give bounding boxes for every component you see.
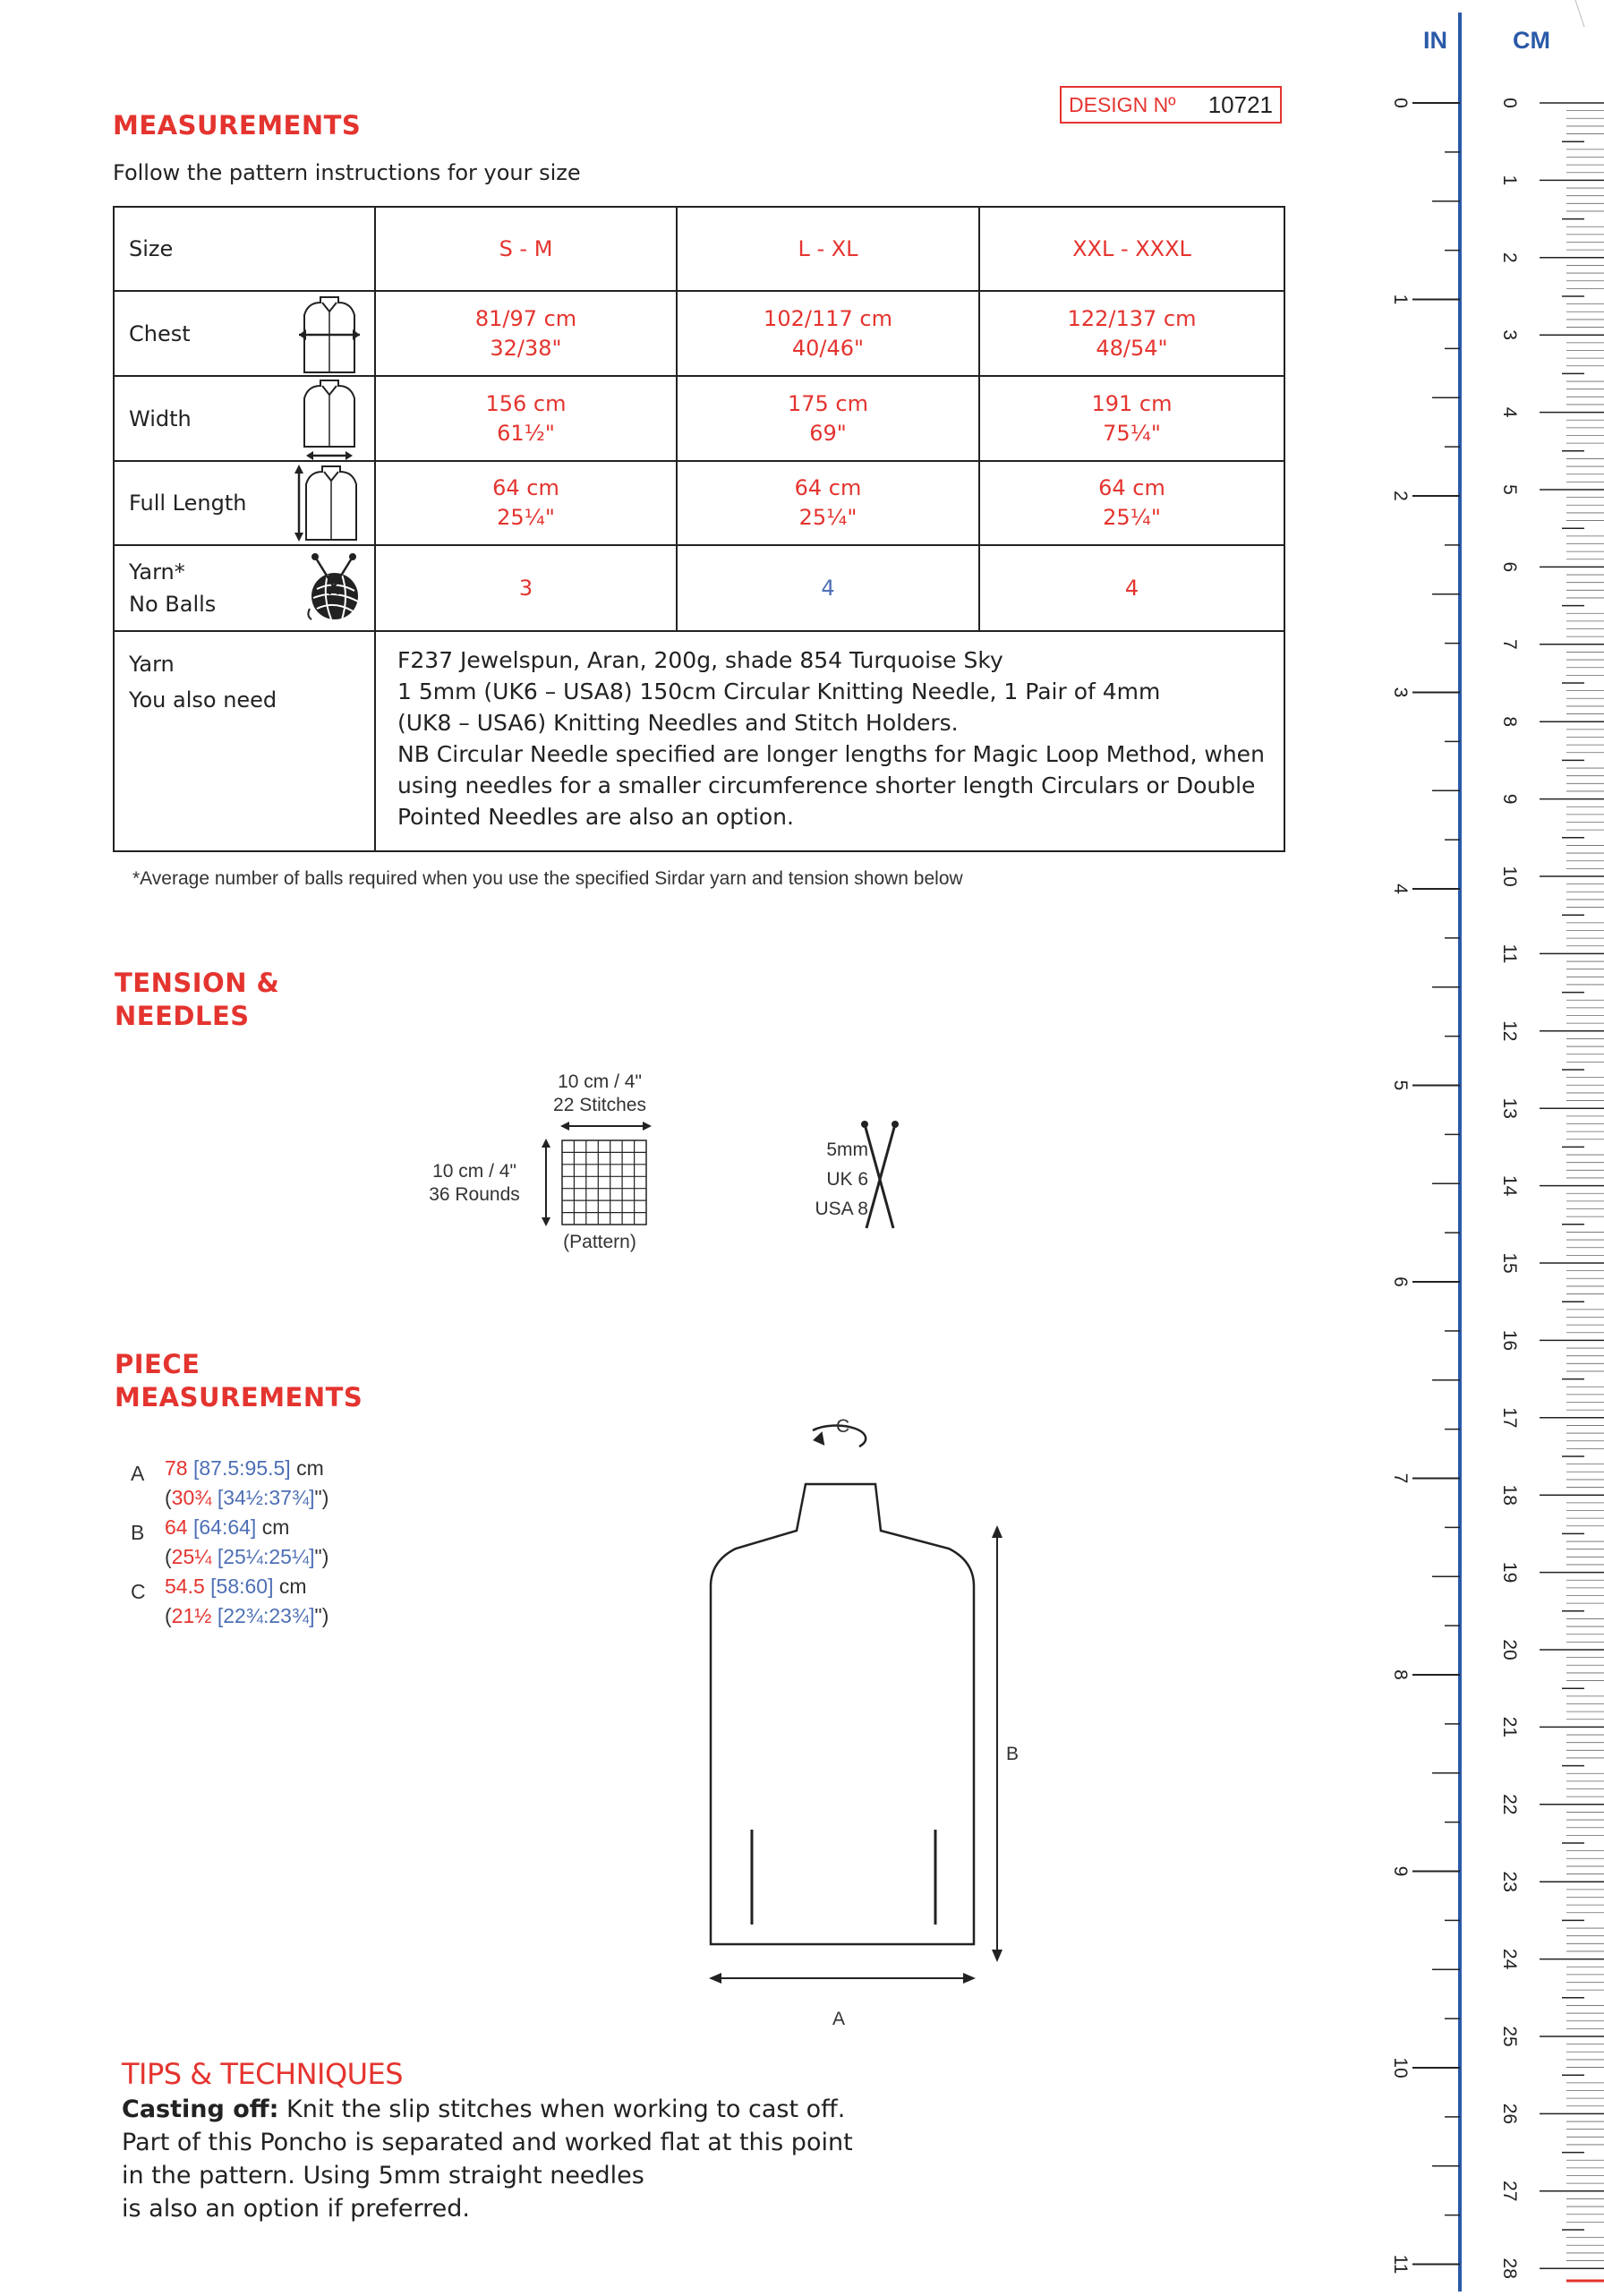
width-xxl-in: 75¼": [1103, 420, 1161, 446]
tips-heading: TIPS & TECHNIQUES: [122, 2057, 404, 2091]
measurements-subtitle: Follow the pattern instructions for your size: [113, 160, 581, 185]
table-row: [114, 376, 1284, 461]
yarn-info-row: [114, 631, 1284, 851]
chest-xxl-in: 48/54": [1096, 335, 1168, 361]
balls-l-xl: 4: [677, 545, 979, 631]
ruler-graphic: [1343, 0, 1604, 2292]
design-number-box: [1060, 86, 1282, 124]
inch-number: 4: [1390, 883, 1411, 894]
cm-number: 24: [1499, 1948, 1520, 1970]
cm-number: 10: [1499, 866, 1520, 887]
cm-number: 16: [1499, 1329, 1520, 1352]
width-s-m-in: 61½": [497, 420, 555, 446]
legend-b-close: "): [314, 1545, 329, 1568]
needle-mm: 5mm: [826, 1139, 868, 1160]
list-item: [131, 1454, 328, 1513]
cm-number: 7: [1499, 638, 1520, 650]
tension-heading-line1: TENSION &: [115, 968, 280, 998]
piece-heading-line1: PIECE: [115, 1349, 200, 1379]
legend-a-unit: cm: [290, 1456, 324, 1480]
tension-heading: [115, 967, 279, 1033]
no-balls-label: No Balls: [129, 592, 217, 617]
width-xxl-cm: 191 cm: [1091, 390, 1173, 416]
cm-number: 5: [1499, 484, 1520, 495]
legend-b-cm-sizes: [64:64]: [192, 1515, 257, 1539]
legend-b-open: (: [165, 1545, 172, 1568]
yarn-spec-line: F237 Jewelspun, Aran, 200g, shade 854 Turquoise Sky: [397, 647, 1003, 673]
legend-letter-b: B: [131, 1521, 145, 1544]
tension-height-label: 10 cm / 4": [432, 1161, 516, 1182]
inch-number: 11: [1390, 2254, 1411, 2275]
tension-stitches-label: 22 Stitches: [553, 1095, 646, 1115]
tips-bold-label: Casting off:: [122, 2095, 279, 2123]
balls-xxl: 4: [979, 545, 1284, 631]
needle-uk: UK 6: [826, 1169, 868, 1190]
cm-number: 21: [1499, 1716, 1520, 1738]
list-item: [131, 1572, 328, 1631]
legend-a-open: (: [165, 1486, 172, 1509]
cm-number: 6: [1499, 561, 1520, 573]
length-s-m-cm: 64 cm: [492, 475, 559, 500]
ruler-corner-mark: [1575, 0, 1584, 27]
width-l-xl-cm: 175 cm: [787, 390, 868, 416]
balls-footnote: *Average number of balls required when you use the specified Sirdar yarn and tension shown below: [132, 868, 963, 889]
chest-l-xl-cm: 102/117 cm: [764, 305, 892, 331]
width-s-m-cm: 156 cm: [485, 390, 567, 416]
cm-number: 13: [1499, 1097, 1520, 1119]
legend-c-close: "): [314, 1604, 329, 1627]
nb-note-line: NB Circular Needle specified are longer lengths for Magic Loop Method, when: [397, 741, 1265, 767]
you-also-need-label: You also need: [129, 687, 277, 713]
cm-number: 12: [1499, 1020, 1520, 1042]
cm-number: 1: [1499, 175, 1520, 186]
table-row: [114, 291, 1284, 376]
inch-number: 1: [1390, 294, 1411, 305]
legend-a-cm-sizes: [87.5:95.5]: [192, 1456, 291, 1480]
cm-number: 20: [1499, 1639, 1520, 1660]
legend-a-in-sizes: [34½:37¾]: [217, 1486, 315, 1509]
diagram-label-c: C: [836, 1416, 850, 1437]
cm-number: 18: [1499, 1484, 1520, 1506]
legend-b-cm: 64: [165, 1515, 188, 1539]
tension-side-label: [394, 1160, 555, 1207]
inch-number: 7: [1390, 1472, 1411, 1484]
yarn-info-label: Yarn: [129, 652, 175, 677]
cm-number: 17: [1499, 1407, 1520, 1429]
cm-number: 3: [1499, 329, 1520, 341]
table-row: [114, 461, 1284, 545]
legend-b-unit: cm: [256, 1515, 290, 1539]
table-header-row: [114, 207, 1284, 291]
chest-l-xl-in: 40/46": [791, 335, 865, 361]
inch-number: 10: [1390, 2057, 1411, 2078]
inch-number: 3: [1390, 687, 1411, 698]
inch-number: 0: [1390, 98, 1411, 108]
cm-number: 0: [1499, 98, 1520, 108]
knitting-needles-icon: [857, 1119, 902, 1232]
inch-label: IN: [1423, 27, 1447, 54]
inch-number: 6: [1390, 1276, 1411, 1287]
width-l-xl-in: 69": [809, 420, 847, 446]
cm-number: 15: [1499, 1252, 1520, 1274]
length-xxl-in: 25¼": [1103, 505, 1161, 530]
legend-c-open: (: [165, 1604, 172, 1627]
legend-a-in: 30¾: [171, 1486, 212, 1509]
pattern-label: (Pattern): [563, 1232, 636, 1252]
cm-number: 27: [1499, 2181, 1520, 2202]
piece-measurements-heading: [115, 1348, 363, 1414]
tips-line4: is also an option if preferred.: [122, 2195, 470, 2223]
chest-xxl-cm: 122/137 cm: [1067, 305, 1197, 331]
table-row: [114, 545, 1284, 631]
legend-c-unit: cm: [273, 1575, 307, 1598]
design-number: 10721: [1207, 90, 1273, 118]
measuring-ruler: [1343, 0, 1604, 2292]
piece-legend: [131, 1454, 328, 1631]
needle-spec-line-2: (UK8 – USA6) Knitting Needles and Stitch Holders.: [397, 710, 959, 736]
poncho-piece-diagram: [680, 1396, 1038, 2041]
legend-c-in-sizes: [22¾:23¾]: [217, 1604, 315, 1627]
needle-usa: USA 8: [815, 1199, 868, 1219]
length-xxl-cm: 64 cm: [1098, 475, 1165, 500]
legend-b-in-sizes: [25¼:25¼]: [217, 1545, 315, 1568]
piece-heading-line2: MEASUREMENTS: [115, 1382, 363, 1413]
length-s-m-in: 25¼": [497, 505, 555, 530]
inch-number: 2: [1390, 491, 1411, 501]
balls-s-m: 3: [375, 545, 677, 631]
chest-s-m-cm: 81/97 cm: [474, 305, 577, 331]
legend-a-cm: 78: [165, 1456, 188, 1480]
size-s-m: S - M: [375, 207, 677, 291]
legend-c-cm: 54.5: [165, 1575, 205, 1598]
legend-c-in: 21½: [171, 1604, 212, 1627]
cm-number: 11: [1499, 943, 1520, 964]
cm-number: 25: [1499, 2026, 1520, 2047]
measurements-table: [113, 206, 1285, 852]
cm-number: 14: [1499, 1174, 1520, 1197]
cm-number: 4: [1499, 406, 1520, 418]
list-item: [131, 1513, 328, 1572]
full-length-label: Full Length: [129, 491, 247, 516]
length-l-xl-in: 25¼": [798, 505, 857, 530]
legend-a-close: "): [314, 1486, 329, 1509]
cm-label: CM: [1513, 27, 1550, 54]
inch-number: 8: [1390, 1669, 1411, 1680]
chest-label: Chest: [129, 320, 191, 346]
legend-letter-c: C: [131, 1580, 146, 1603]
inch-number: 5: [1390, 1080, 1411, 1091]
legend-b-in: 25¼: [171, 1545, 212, 1568]
width-garment-icon: [295, 377, 363, 461]
nb-note-line-2: using needles for a smaller circumference shorter length Circulars or Double: [397, 772, 1256, 798]
legend-letter-a: A: [131, 1462, 145, 1485]
nb-note-line-3: Pointed Needles are also an option.: [397, 804, 794, 830]
cm-number: 23: [1499, 1871, 1520, 1892]
cm-number: 9: [1499, 793, 1520, 805]
tension-width-label: 10 cm / 4": [558, 1071, 642, 1092]
tips-body: [122, 2093, 853, 2225]
chest-garment-icon: [295, 292, 363, 376]
design-label: DESIGN Nº: [1069, 92, 1176, 116]
tension-top-label: [501, 1071, 698, 1117]
tips-line3: in the pattern. Using 5mm straight needles: [122, 2162, 644, 2189]
size-header: Size: [114, 207, 375, 291]
legend-c-cm-sizes: [58:60]: [210, 1575, 274, 1598]
tension-swatch-grid-icon: [537, 1119, 653, 1235]
yarn-label: Yarn*: [129, 559, 185, 585]
cm-number: 8: [1499, 716, 1520, 728]
needle-size-labels: [788, 1135, 868, 1224]
size-xxl-xxxl: XXL - XXXL: [979, 207, 1284, 291]
width-label: Width: [129, 405, 192, 431]
yarn-ball-icon: [303, 553, 363, 623]
tension-heading-line2: NEEDLES: [115, 1001, 250, 1031]
tips-line1: Knit the slip stitches when working to cast off.: [278, 2095, 846, 2123]
measurements-heading: MEASUREMENTS: [113, 110, 362, 141]
length-garment-icon: [292, 461, 363, 545]
cm-number: 19: [1499, 1561, 1520, 1583]
diagram-label-b: B: [1006, 1744, 1020, 1764]
tips-line2: Part of this Poncho is separated and worked flat at this point: [122, 2129, 853, 2156]
chest-s-m-in: 32/38": [490, 335, 562, 361]
diagram-label-a: A: [832, 2009, 846, 2029]
length-l-xl-cm: 64 cm: [794, 475, 862, 500]
tension-rounds-label: 36 Rounds: [429, 1184, 520, 1205]
cm-number: 26: [1499, 2103, 1520, 2125]
inch-number: 9: [1390, 1865, 1411, 1877]
cm-number: 2: [1499, 252, 1520, 263]
size-l-xl: L - XL: [677, 207, 979, 291]
cm-number: 28: [1499, 2258, 1520, 2279]
needle-spec-line: 1 5mm (UK6 – USA8) 150cm Circular Knitting Needle, 1 Pair of 4mm: [397, 679, 1161, 704]
cm-number: 22: [1499, 1794, 1520, 1815]
